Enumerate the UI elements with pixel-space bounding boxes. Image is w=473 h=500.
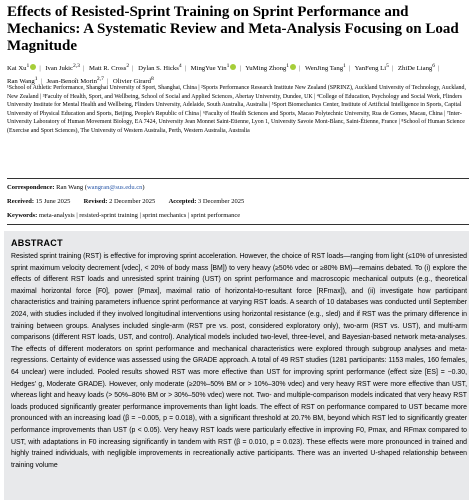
author-name-text: MingYue Yin	[190, 65, 227, 73]
author-separator: |	[132, 65, 134, 73]
author-name[interactable]	[398, 65, 435, 72]
accepted-label: Accepted:	[168, 198, 197, 205]
author-name-text: Ivan Jukic	[45, 65, 73, 73]
author-name-text: Ran Wang	[7, 78, 35, 86]
author-name[interactable]	[89, 65, 129, 72]
author-separator: |	[184, 65, 186, 73]
author-name[interactable]	[245, 65, 296, 72]
author-affiliation-sup: 4	[178, 63, 182, 69]
author-affiliation-sup: 1	[343, 63, 346, 69]
author-affiliation-sup: 1	[26, 63, 30, 69]
keywords-label: Keywords:	[7, 212, 38, 219]
correspondence	[7, 184, 145, 191]
abstract-heading: ABSTRACT	[11, 238, 63, 248]
author-name-text: Kai Xu	[7, 65, 27, 73]
divider	[7, 178, 469, 179]
author-affiliation-sup: 6	[432, 63, 436, 69]
author-affiliation-sup: 2	[126, 63, 130, 69]
author-affiliation-sup: 8	[151, 76, 154, 83]
author-affiliation-sup: 5	[386, 63, 389, 69]
author-affiliation-sup: 1	[34, 76, 38, 83]
author-separator: |	[82, 65, 85, 73]
author-name[interactable]	[138, 65, 181, 72]
author-affiliation-sup: 2,7	[96, 76, 104, 83]
author-name-text: Dylan S. Hicks	[138, 65, 179, 73]
author-separator: |	[239, 65, 241, 73]
author-name-text: Olivier Girard	[112, 78, 151, 86]
revised-label: Revised:	[83, 198, 108, 205]
affiliations: ¹School of Athletic Performance, Shanghai University of Sport, Shanghai, China | ²Sports Performance Research Institute New Zealand (SPRINZ), Auckland University of Technology, Auckland, New Zealand | ³Faculty of Health, Sport, and Wellbeing, School of Social and Applied Sciences, Abertay University, Dundee, UK | ⁴College of Education, Psychology and Social Work, Flinders University Institute for Mental Health and Wellbeing, Flinders University, Adelaide, South Australia, Australia | ⁵Sport Biomechanics Center, Institute of Artificial Intelligence in Sports, Capital University of Physical Education and Sports, Beijing, People's Republic of China | ⁶Faculty of Health Sciences and Sports, Macao Polytechnic University, Rua de Gomes, Macau, China | ⁷Inter-University Laboratory of Human Movement Biology, EA 7424, University Jean Monnet Saint-Etienne, Lyon 1, University Savoie Mont-Blanc, Saint-Étienne, France | ⁸School of Human Science (Exercise and Sport Sciences), The University of Western Australia, Perth, Western Australia, Australia	[7, 85, 466, 134]
author-name-text: ZhiDe Liang	[397, 65, 433, 73]
author-name[interactable]	[191, 65, 237, 72]
author-name-text: WenJing Tang	[304, 65, 344, 73]
abstract-text: Resisted sprint training (RST) is effective for improving sprint acceleration. However, the choice of RST loads—ranging from light (≤10% of unresisted sprint maximum velocity decrement [vdec], < 20% of body mass [BM]) to very heavy (≥50% vdec or ≥80% BM)—remains debated. To (i) explore the effects of different RST loads and unresisted sprint training (UST) on sprint performance and macroscopic mechanical outputs (e.g., theoretical maximal horizontal force [F0], power [Pmax], maximal ratio of horizontal-to-resultant force [RFmax]), and (ii) investigate how participant characteristics and training parameters influence sprint performance at varying RST loads. A search of 10 databases was conducted until September 2024, with studies included if they involved longitudinal interventions using horizontal resistance (e.g., sled) and if RST was the primary difference in training between groups. Analyses included single-arm (RST pre vs. post, considered exploratory only), two-arm (RST vs. UST), and multi-arm comparisons (different RST loads, UST, and control). Analytical models included two-level, three-level, and Bayesian-based network meta-analyses. The effects of different moderators on sprint performance and mechanical characteristics were explored through subgroup analyses and meta-regressions. Certainty of evidence was assessed using the GRADE approach. A total of 49 RST studies (1281 participants: 1153 males, 160 females, 64 unclear) were included. Pooled results showed RST was more effective than UST for improving sprint performance (effect size [ES] = −0.30, Hedges' g, Moderate GRADE). However, only moderate (≥20%–50% BM or > 10%–30% vdec) and very heavy RST were more effective than UST, whereas light and heavy loads (> 50%–80% BM or > 30%–50% vdec) were not. Two- and multiple-comparison models indicated that very heavy RST loads produced significantly greater performance improvements than light loads. The effect of RST on performance compared to UST became more pronounced with an increasing load (β = −0.005, p = 0.018), with a significant threshold at 20.7% BM, beyond which RST led to significantly greater performance improvements than UST (p < 0.05). Very heavy RST loads were particularly effective in improving F0, Pmax, and RFmax compared to UST, with adaptations in F0 increasing significantly in tandem with RST (β = 0.010, p = 0.023). These effects were more pronounced in trained and highly trained individuals, with negligible improvements in recreationally active participants. There was an inverted U-shaped relationship between training volume	[11, 253, 467, 469]
accepted-date: 3 December 2025	[197, 198, 245, 205]
author-separator: |	[106, 78, 109, 86]
author-name[interactable]	[305, 65, 346, 72]
author-affiliation-sup: 2,3	[73, 63, 80, 69]
author-name[interactable]	[355, 65, 389, 72]
author-name-text: YanFeng Li	[354, 65, 387, 73]
paper-title: Effects of Resisted-Sprint Training on Sprint Performance and Mechanics: A Systematic Review and Meta-Analysis Focusing on Load Magnitude	[7, 4, 459, 54]
revised-date: 2 December 2025	[109, 198, 156, 205]
correspondence-email-link[interactable]: wangran@sus.edu.cn	[86, 184, 143, 191]
author-separator: |	[39, 65, 41, 73]
author-separator: |	[438, 65, 440, 73]
correspondence-label: Correspondence:	[7, 184, 55, 191]
author-separator: |	[348, 65, 351, 73]
author-separator: |	[40, 78, 42, 86]
author-affiliation-sup: 1	[226, 63, 230, 69]
author-name-text: YuMing Zhong	[245, 65, 287, 73]
divider	[7, 224, 469, 225]
keywords-line	[7, 212, 240, 219]
received-label: Received:	[7, 198, 35, 205]
author-name[interactable]	[45, 65, 80, 72]
author-name-text: Jean-Benoît Morin	[46, 78, 97, 86]
author-name-text: Matt R. Cross	[89, 65, 127, 73]
author-affiliation-sup: 1	[286, 63, 290, 69]
correspondence-close: )	[142, 184, 145, 191]
dates-line	[7, 198, 244, 205]
keywords-list: meta-analysis | resisted-sprint training | sprint mechanics | sprint performance	[38, 212, 241, 219]
author-name[interactable]	[7, 65, 36, 72]
received-date: 15 June 2025	[35, 198, 71, 205]
correspondence-name: Ran Wang (	[56, 184, 87, 191]
author-separator: |	[391, 65, 394, 73]
author-separator: |	[299, 65, 301, 73]
